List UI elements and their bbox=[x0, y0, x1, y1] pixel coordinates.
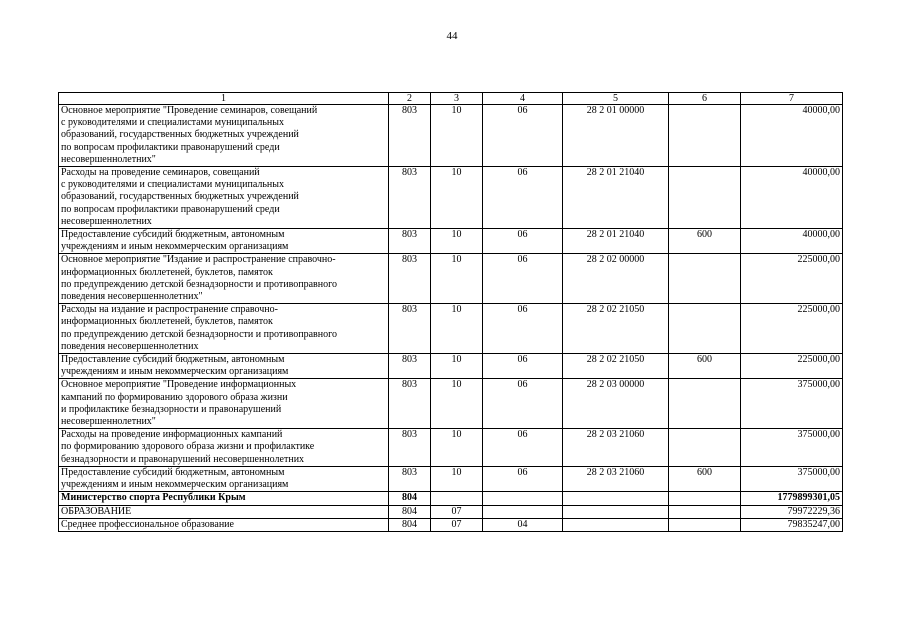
row-code-ministry: 803 bbox=[389, 229, 431, 254]
row-code-ministry: 803 bbox=[389, 429, 431, 467]
table-row bbox=[59, 304, 843, 354]
row-amount: 40000,00 bbox=[741, 229, 843, 254]
row-name: Основное мероприятие "Проведение информационных кампаний по формированию здорового образа жизни и профилактике безнадзорности и правонарушений несовершеннолетних" bbox=[59, 379, 389, 429]
row-amount: 1779899301,05 bbox=[741, 492, 843, 505]
header-col-4: 4 bbox=[483, 93, 563, 105]
row-code-expense-type: 600 bbox=[669, 466, 741, 491]
header-col-3: 3 bbox=[431, 93, 483, 105]
row-name: Министерство спорта Республики Крым bbox=[59, 492, 389, 505]
row-code-target: 28 2 01 21040 bbox=[563, 167, 669, 229]
row-code-target bbox=[563, 518, 669, 531]
row-amount: 40000,00 bbox=[741, 167, 843, 229]
row-amount: 375000,00 bbox=[741, 379, 843, 429]
row-code-ministry: 804 bbox=[389, 492, 431, 505]
table-row bbox=[59, 254, 843, 304]
row-code-expense-type bbox=[669, 518, 741, 531]
row-code-target: 28 2 01 00000 bbox=[563, 105, 669, 167]
row-code-ministry: 803 bbox=[389, 379, 431, 429]
row-code-subsection: 06 bbox=[483, 379, 563, 429]
row-name: Расходы на издание и распространение справочно- информационных бюллетеней, буклетов, памяток по предупреждению детской безнадзорности и противоправного поведения несовершеннолетних bbox=[59, 304, 389, 354]
row-code-ministry: 804 bbox=[389, 505, 431, 518]
table-row bbox=[59, 379, 843, 429]
row-code-ministry: 804 bbox=[389, 518, 431, 531]
row-amount: 225000,00 bbox=[741, 304, 843, 354]
table-row bbox=[59, 105, 843, 167]
row-code-subsection: 06 bbox=[483, 466, 563, 491]
row-amount: 40000,00 bbox=[741, 105, 843, 167]
row-code-expense-type bbox=[669, 304, 741, 354]
row-code-section: 10 bbox=[431, 354, 483, 379]
row-code-expense-type: 600 bbox=[669, 354, 741, 379]
table-row-ministry-total bbox=[59, 492, 843, 505]
row-code-section: 10 bbox=[431, 229, 483, 254]
row-code-section bbox=[431, 492, 483, 505]
table-row bbox=[59, 167, 843, 229]
row-code-subsection: 06 bbox=[483, 105, 563, 167]
header-col-1: 1 bbox=[59, 93, 389, 105]
row-code-section: 10 bbox=[431, 167, 483, 229]
table-row bbox=[59, 354, 843, 379]
table-row bbox=[59, 518, 843, 531]
row-name: ОБРАЗОВАНИЕ bbox=[59, 505, 389, 518]
row-code-subsection: 06 bbox=[483, 429, 563, 467]
row-amount: 375000,00 bbox=[741, 429, 843, 467]
row-code-section: 10 bbox=[431, 304, 483, 354]
row-code-subsection: 06 bbox=[483, 167, 563, 229]
row-code-target bbox=[563, 492, 669, 505]
row-code-expense-type bbox=[669, 379, 741, 429]
row-code-ministry: 803 bbox=[389, 354, 431, 379]
table-row bbox=[59, 466, 843, 491]
row-name: Предоставление субсидий бюджетным, автономным учреждениям и иным некоммерческим организациям bbox=[59, 466, 389, 491]
header-col-2: 2 bbox=[389, 93, 431, 105]
row-code-section: 10 bbox=[431, 466, 483, 491]
row-code-target: 28 2 03 00000 bbox=[563, 379, 669, 429]
row-code-target: 28 2 02 21050 bbox=[563, 304, 669, 354]
header-col-7: 7 bbox=[741, 93, 843, 105]
row-code-expense-type bbox=[669, 492, 741, 505]
row-code-section: 07 bbox=[431, 505, 483, 518]
row-code-target: 28 2 02 00000 bbox=[563, 254, 669, 304]
row-code-expense-type bbox=[669, 167, 741, 229]
row-code-subsection: 06 bbox=[483, 354, 563, 379]
row-code-subsection: 06 bbox=[483, 254, 563, 304]
header-col-5: 5 bbox=[563, 93, 669, 105]
row-code-expense-type: 600 bbox=[669, 229, 741, 254]
row-code-ministry: 803 bbox=[389, 254, 431, 304]
header-col-6: 6 bbox=[669, 93, 741, 105]
row-name: Среднее профессиональное образование bbox=[59, 518, 389, 531]
page-number: 44 bbox=[446, 30, 458, 42]
row-code-ministry: 803 bbox=[389, 466, 431, 491]
row-code-target: 28 2 02 21050 bbox=[563, 354, 669, 379]
row-code-target: 28 2 01 21040 bbox=[563, 229, 669, 254]
row-code-section: 10 bbox=[431, 254, 483, 304]
row-code-subsection: 06 bbox=[483, 229, 563, 254]
row-code-section: 10 bbox=[431, 105, 483, 167]
row-name: Предоставление субсидий бюджетным, автономным учреждениям и иным некоммерческим организациям bbox=[59, 229, 389, 254]
row-amount: 225000,00 bbox=[741, 354, 843, 379]
row-name: Предоставление субсидий бюджетным, автономным учреждениям и иным некоммерческим организациям bbox=[59, 354, 389, 379]
row-code-ministry: 803 bbox=[389, 105, 431, 167]
row-amount: 375000,00 bbox=[741, 466, 843, 491]
row-code-section: 10 bbox=[431, 379, 483, 429]
row-name: Основное мероприятие "Издание и распространение справочно- информационных бюллетеней, буклетов, памяток по предупреждению детской безнадзорности и противоправного поведения несовершеннолетних" bbox=[59, 254, 389, 304]
row-code-expense-type bbox=[669, 505, 741, 518]
row-code-target bbox=[563, 505, 669, 518]
row-code-target: 28 2 03 21060 bbox=[563, 429, 669, 467]
table-row bbox=[59, 429, 843, 467]
row-code-ministry: 803 bbox=[389, 167, 431, 229]
budget-table bbox=[58, 92, 843, 532]
table-row bbox=[59, 229, 843, 254]
row-code-subsection bbox=[483, 505, 563, 518]
row-code-subsection: 04 bbox=[483, 518, 563, 531]
row-code-expense-type bbox=[669, 429, 741, 467]
row-amount: 79972229,36 bbox=[741, 505, 843, 518]
row-code-ministry: 803 bbox=[389, 304, 431, 354]
row-amount: 225000,00 bbox=[741, 254, 843, 304]
row-name: Расходы на проведение семинаров, совещаний с руководителями и специалистами муниципальных образований, государственных бюджетных учреждений по вопросам профилактики правонарушений среди несовершеннолетних bbox=[59, 167, 389, 229]
header-row bbox=[59, 93, 843, 105]
row-code-subsection: 06 bbox=[483, 304, 563, 354]
row-code-section: 10 bbox=[431, 429, 483, 467]
row-amount: 79835247,00 bbox=[741, 518, 843, 531]
row-code-expense-type bbox=[669, 105, 741, 167]
row-code-target: 28 2 03 21060 bbox=[563, 466, 669, 491]
table-row bbox=[59, 505, 843, 518]
row-code-subsection bbox=[483, 492, 563, 505]
row-name: Основное мероприятие "Проведение семинаров, совещаний с руководителями и специалистами муниципальных образований, государственных бюджетных учреждений по вопросам профилактики правонарушений среди несовершеннолетних" bbox=[59, 105, 389, 167]
row-code-section: 07 bbox=[431, 518, 483, 531]
row-code-expense-type bbox=[669, 254, 741, 304]
row-name: Расходы на проведение информационных кампаний по формированию здорового образа жизни и профилактике безнадзорности и правонарушений несовершеннолетних bbox=[59, 429, 389, 467]
